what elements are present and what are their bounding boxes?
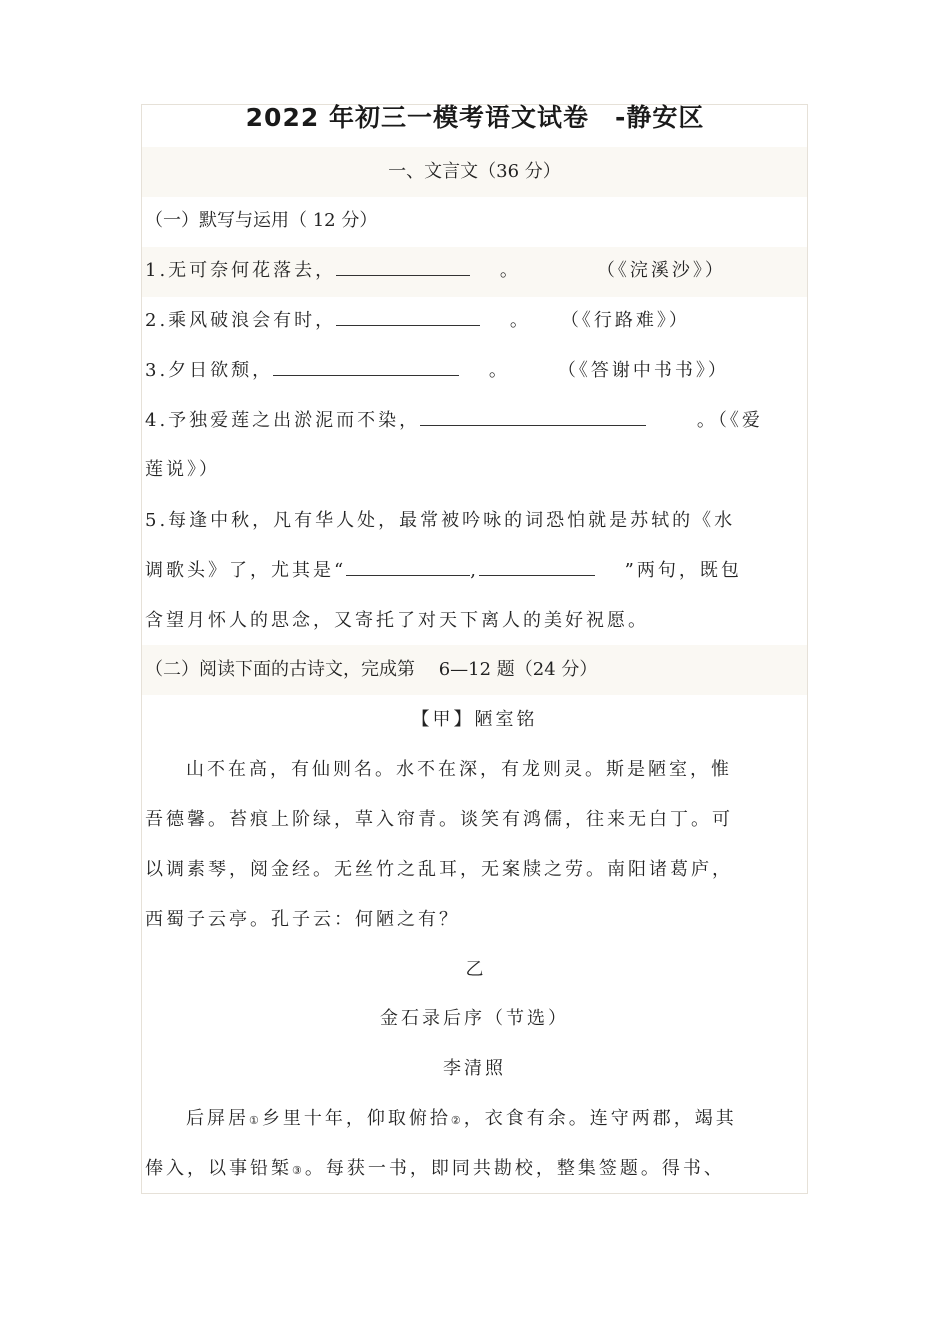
question-4: 4.予独爱莲之出淤泥而不染， 。（《爱 <box>145 407 805 435</box>
passage-line: 吾德馨。苔痕上阶绿，草入帘青。谈笑有鸿儒，往来无白丁。可 <box>145 809 733 830</box>
question-1: 1.无可奈何花落去， 。 （《浣溪沙》） <box>145 257 805 285</box>
part-heading: （一）默写与运用（ 12 分） <box>145 210 378 231</box>
passage-line: 西蜀子云亭。孔子云：何陋之有？ <box>145 909 460 930</box>
question-4-cont: 莲说》） <box>145 459 220 480</box>
question-5-line2: 调歌头》了，尤其是“ , ”两句，既包 <box>145 557 805 585</box>
part-heading: （二）阅读下面的古诗文，完成第 6—12 题（24 分） <box>145 659 598 680</box>
passage-title: 【甲】陋室铭 <box>411 709 538 730</box>
passage-line: 后屏居①乡里十年，仰取俯拾②，衣食有余。连守两郡，竭其 <box>186 1108 737 1129</box>
answer-blank[interactable] <box>336 307 480 326</box>
passage-line: 以调素琴，阅金经。无丝竹之乱耳，无案牍之劳。南阳诸葛庐， <box>145 859 733 880</box>
footnote-marker: ① <box>249 1114 262 1127</box>
answer-blank[interactable] <box>479 557 595 576</box>
passage-title: 金石录后序（节选） <box>380 1008 569 1029</box>
passage-label: 乙 <box>465 959 484 980</box>
footnote-marker: ③ <box>292 1164 305 1177</box>
passage-line: 俸入，以事铅椠③。每获一书，即同共勘校，整集签题。得书、 <box>145 1158 725 1179</box>
question-3: 3.夕日欲颓， 。 （《答谢中书书》） <box>145 357 805 385</box>
passage-line: 山不在高，有仙则名。水不在深，有龙则灵。斯是陋室，惟 <box>186 759 732 780</box>
answer-blank[interactable] <box>273 357 459 376</box>
page-title: 2022 年初三一模考语文试卷 -静安区 <box>245 103 705 132</box>
footnote-marker: ② <box>450 1114 464 1127</box>
answer-blank[interactable] <box>346 557 470 576</box>
answer-blank[interactable] <box>336 257 470 276</box>
passage-author: 李清照 <box>443 1058 506 1079</box>
question-5-line3: 含望月怀人的思念，又寄托了对天下离人的美好祝愿。 <box>145 610 649 631</box>
section-heading: 一、文言文（36 分） <box>388 161 561 182</box>
question-2: 2.乘风破浪会有时， 。 （《行路难》） <box>145 307 805 335</box>
answer-blank[interactable] <box>420 407 646 426</box>
question-5-line1: 5.每逢中秋，凡有华人处，最常被吟咏的词恐怕就是苏轼的《水 <box>145 510 736 531</box>
